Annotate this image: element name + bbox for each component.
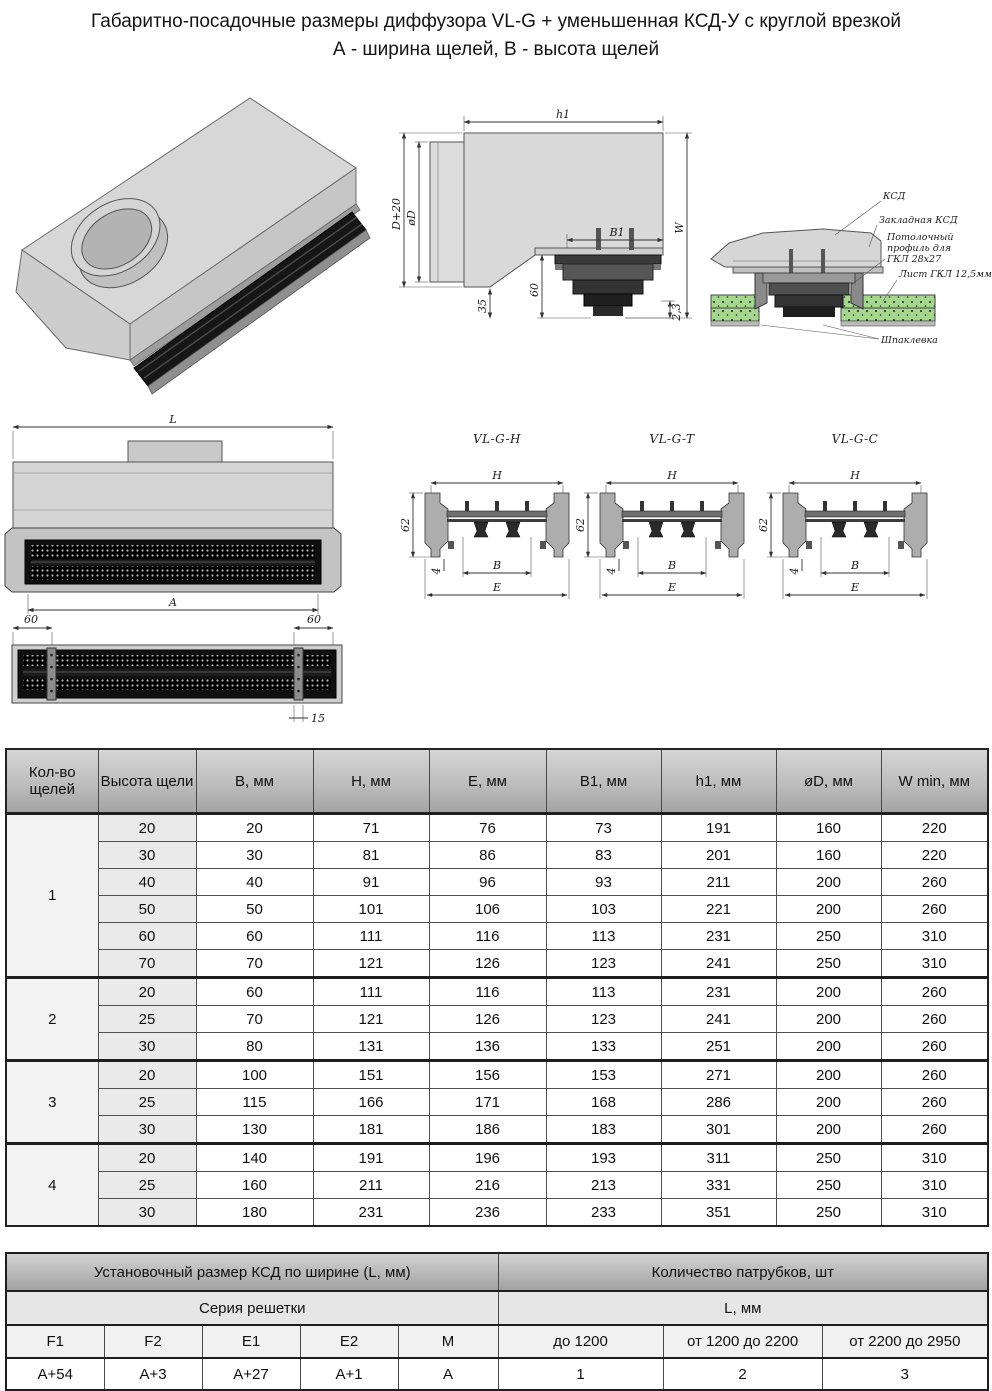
group-slots-cell: 2	[6, 978, 98, 1061]
cell: 140	[196, 1144, 313, 1172]
table-row	[6, 1089, 988, 1116]
cell: 93	[546, 869, 661, 896]
cell: 250	[776, 1199, 881, 1227]
cell: 231	[661, 978, 776, 1006]
cell: 121	[313, 1006, 429, 1033]
cell: 260	[881, 1061, 988, 1089]
col-header-b1: B1, мм	[546, 749, 661, 814]
cell: 60	[196, 978, 313, 1006]
cell: 20	[98, 814, 196, 842]
cell: 231	[661, 923, 776, 950]
cell: 160	[196, 1172, 313, 1199]
cell: 30	[98, 1033, 196, 1061]
cell: 216	[429, 1172, 546, 1199]
cell: 250	[776, 950, 881, 978]
install-flange	[733, 267, 883, 273]
install-subheader-right: L, мм	[498, 1291, 988, 1325]
table-row	[6, 923, 988, 950]
cell: 160	[776, 842, 881, 869]
dim-h: H	[492, 469, 502, 482]
cell: 50	[98, 896, 196, 923]
group-slots-cell: 4	[6, 1144, 98, 1227]
group-slots-cell: 3	[6, 1061, 98, 1144]
section-label: VL-G-C	[831, 432, 879, 446]
cell: 200	[776, 896, 881, 923]
cell: 70	[196, 950, 313, 978]
cell: 200	[776, 869, 881, 896]
cell: 260	[881, 1089, 988, 1116]
cell: 286	[661, 1089, 776, 1116]
range-col: от 2200 до 2950	[822, 1325, 988, 1358]
section-vl-g-t	[574, 432, 744, 599]
dim-15: 15	[311, 712, 325, 725]
section-label: VL-G-H	[472, 432, 522, 446]
front-body	[13, 462, 333, 528]
cell: 20	[98, 978, 196, 1006]
front-and-bottom-view	[5, 413, 355, 740]
cell: 191	[313, 1144, 429, 1172]
dimensions-table	[5, 748, 989, 1227]
cell: 260	[881, 896, 988, 923]
cell: 60	[196, 923, 313, 950]
dim-4: 4	[788, 567, 801, 575]
series-val: A+1	[300, 1358, 398, 1390]
cell: 351	[661, 1199, 776, 1227]
cell: 260	[881, 1033, 988, 1061]
cell: 181	[313, 1116, 429, 1144]
install-table-subheader-row	[6, 1291, 988, 1325]
cell: 126	[429, 1006, 546, 1033]
cell: 311	[661, 1144, 776, 1172]
cell: 211	[313, 1172, 429, 1199]
cell: 233	[546, 1199, 661, 1227]
callout-putty: Шпаклевка	[881, 335, 938, 346]
callout-sheet: Лист ГКЛ 12,5мм	[899, 269, 992, 280]
cell: 76	[429, 814, 546, 842]
cell: 111	[313, 923, 429, 950]
cell: 30	[98, 842, 196, 869]
page-title-line2: А - ширина щелей, В - высота щелей	[332, 38, 660, 60]
table-row	[6, 1061, 988, 1089]
cell: 260	[881, 1116, 988, 1144]
dim-4: 4	[605, 567, 618, 575]
dim-dia-d: øD	[405, 210, 418, 226]
cell: 310	[881, 950, 988, 978]
cell: 213	[546, 1172, 661, 1199]
dim-62: 62	[399, 518, 412, 532]
cell: 136	[429, 1033, 546, 1061]
col-header-h: H, мм	[313, 749, 429, 814]
cell: 130	[196, 1116, 313, 1144]
cell: 193	[546, 1144, 661, 1172]
group-slots-cell: 1	[6, 814, 98, 978]
cell: 73	[546, 814, 661, 842]
cell: 103	[546, 896, 661, 923]
table-row	[6, 1172, 988, 1199]
cell: 168	[546, 1089, 661, 1116]
cell: 30	[98, 1199, 196, 1227]
side-view	[390, 88, 715, 352]
cell: 71	[313, 814, 429, 842]
cell: 196	[429, 1144, 546, 1172]
group-2	[6, 978, 988, 1061]
cell: 113	[546, 978, 661, 1006]
cell: 60	[98, 923, 196, 950]
cell: 20	[98, 1061, 196, 1089]
table-row	[6, 978, 988, 1006]
cell: 111	[313, 978, 429, 1006]
cell: 126	[429, 950, 546, 978]
install-section-view	[703, 173, 992, 382]
dim-l: L	[169, 413, 177, 426]
table-row	[6, 1006, 988, 1033]
dim-35: 35	[476, 299, 489, 313]
cell: 310	[881, 1172, 988, 1199]
install-header-left: Установочный размер КСД по ширине (L, мм)	[6, 1253, 498, 1291]
group-4	[6, 1144, 988, 1227]
cell: 96	[429, 869, 546, 896]
dim-e: E	[850, 581, 860, 594]
dimensions-table-header	[6, 749, 988, 814]
table-row	[6, 842, 988, 869]
cell: 200	[776, 1006, 881, 1033]
dim-h: H	[850, 469, 860, 482]
cell: 310	[881, 923, 988, 950]
cell: 40	[196, 869, 313, 896]
col-header-w-min: W min, мм	[881, 749, 988, 814]
cell: 160	[776, 814, 881, 842]
cell: 106	[429, 896, 546, 923]
cell: 123	[546, 1006, 661, 1033]
iso-view	[8, 62, 388, 410]
cell: 115	[196, 1089, 313, 1116]
cell: 310	[881, 1199, 988, 1227]
cell: 260	[881, 869, 988, 896]
dim-62: 62	[757, 518, 770, 532]
col-header-e: E, мм	[429, 749, 546, 814]
section-vl-g-h	[399, 432, 569, 599]
cell: 221	[661, 896, 776, 923]
section-label: VL-G-T	[649, 432, 695, 446]
dim-h: H	[667, 469, 677, 482]
dim-h1: h1	[555, 108, 571, 121]
table-row	[6, 950, 988, 978]
cell: 180	[196, 1199, 313, 1227]
dim-b: B	[850, 559, 860, 572]
series-col: F2	[104, 1325, 202, 1358]
callout-mount: Закладная КСД	[879, 215, 958, 226]
cell: 20	[98, 1144, 196, 1172]
dim-60: 60	[528, 283, 541, 297]
cell: 83	[546, 842, 661, 869]
dim-b: B	[667, 559, 677, 572]
cell: 211	[661, 869, 776, 896]
table-row	[6, 869, 988, 896]
dim-w: W	[673, 222, 686, 234]
series-val: A+27	[202, 1358, 300, 1390]
group-1	[6, 814, 988, 978]
callout-profile-line1: Потолочный	[887, 232, 954, 243]
front-collar	[128, 441, 222, 462]
dim-a: A	[169, 596, 177, 609]
cell: 251	[661, 1033, 776, 1061]
cell: 30	[196, 842, 313, 869]
cell: 116	[429, 923, 546, 950]
cell: 201	[661, 842, 776, 869]
cell: 186	[429, 1116, 546, 1144]
install-table-values-row	[6, 1358, 988, 1390]
callout-profile-line2: профиль для	[887, 243, 952, 254]
dim-b: B	[492, 559, 502, 572]
cell: 241	[661, 950, 776, 978]
group-3	[6, 1061, 988, 1144]
cell: 25	[98, 1089, 196, 1116]
install-header-right: Количество патрубков, шт	[498, 1253, 988, 1291]
install-table	[5, 1252, 989, 1391]
cell: 200	[776, 1089, 881, 1116]
cell: 220	[881, 842, 988, 869]
cell: 113	[546, 923, 661, 950]
table-row	[6, 1033, 988, 1061]
cell: 131	[313, 1033, 429, 1061]
cell: 250	[776, 1172, 881, 1199]
cell: 250	[776, 923, 881, 950]
cell: 250	[776, 1144, 881, 1172]
cell: 260	[881, 1006, 988, 1033]
cell: 91	[313, 869, 429, 896]
table-row	[6, 814, 988, 842]
cell: 133	[546, 1033, 661, 1061]
cell: 25	[98, 1172, 196, 1199]
cell: 123	[546, 950, 661, 978]
install-table-columns-row	[6, 1325, 988, 1358]
cell: 220	[881, 814, 988, 842]
range-col: от 1200 до 2200	[663, 1325, 822, 1358]
cell: 86	[429, 842, 546, 869]
cell: 116	[429, 978, 546, 1006]
series-val: A+54	[6, 1358, 104, 1390]
cell: 81	[313, 842, 429, 869]
cell: 260	[881, 978, 988, 1006]
cell: 200	[776, 1116, 881, 1144]
cell: 121	[313, 950, 429, 978]
series-col: E1	[202, 1325, 300, 1358]
cell: 30	[98, 1116, 196, 1144]
count-val: 1	[498, 1358, 663, 1390]
series-col: F1	[6, 1325, 104, 1358]
cell: 25	[98, 1006, 196, 1033]
cell: 153	[546, 1061, 661, 1089]
series-val: A	[398, 1358, 498, 1390]
cell: 200	[776, 1033, 881, 1061]
page-title-line1: Габаритно-посадочные размеры диффузора VL-G + уменьшенная КСД-У с круглой врезкой	[91, 11, 901, 32]
table-row	[6, 1144, 988, 1172]
install-subheader-left: Серия решетки	[6, 1291, 498, 1325]
cell: 231	[313, 1199, 429, 1227]
dim-d-plus-20: D+20	[390, 197, 403, 231]
side-collar	[430, 142, 464, 282]
cell: 166	[313, 1089, 429, 1116]
col-header-h1: h1, мм	[661, 749, 776, 814]
cell: 183	[546, 1116, 661, 1144]
dim-62: 62	[574, 518, 587, 532]
dim-4: 4	[430, 567, 443, 575]
cell: 156	[429, 1061, 546, 1089]
dim-e: E	[492, 581, 502, 594]
callout-ksd: КСД	[883, 191, 906, 202]
col-header-slots: Кол-во щелей	[6, 749, 98, 814]
count-val: 3	[822, 1358, 988, 1390]
callout-profile-line3: ГКЛ 28х27	[887, 254, 942, 265]
dim-b1: B1	[609, 226, 625, 239]
range-col: до 1200	[498, 1325, 663, 1358]
cell: 40	[98, 869, 196, 896]
dim-e: E	[667, 581, 677, 594]
col-header-slot-height: Высота щели	[98, 749, 196, 814]
count-val: 2	[663, 1358, 822, 1390]
table-row	[6, 1199, 988, 1227]
cell: 241	[661, 1006, 776, 1033]
cell: 271	[661, 1061, 776, 1089]
cell: 151	[313, 1061, 429, 1089]
cell: 200	[776, 1061, 881, 1089]
cell: 20	[196, 814, 313, 842]
cell: 331	[661, 1172, 776, 1199]
series-val: A+3	[104, 1358, 202, 1390]
series-col: E2	[300, 1325, 398, 1358]
dim-2-3: 2,3	[670, 303, 683, 321]
page-title	[0, 8, 992, 63]
table-row	[6, 896, 988, 923]
cell: 70	[98, 950, 196, 978]
cell: 310	[881, 1144, 988, 1172]
cell: 171	[429, 1089, 546, 1116]
profile-sections-view	[399, 423, 992, 615]
cell: 80	[196, 1033, 313, 1061]
cell: 301	[661, 1116, 776, 1144]
cell: 236	[429, 1199, 546, 1227]
dim-60-left: 60	[24, 613, 38, 626]
install-table-header-row	[6, 1253, 988, 1291]
cell: 191	[661, 814, 776, 842]
cell: 50	[196, 896, 313, 923]
dim-60-right: 60	[307, 613, 321, 626]
section-vl-g-c	[757, 432, 927, 599]
series-col: M	[398, 1325, 498, 1358]
col-header-b: B, мм	[196, 749, 313, 814]
cell: 100	[196, 1061, 313, 1089]
col-header-dia-d: øD, мм	[776, 749, 881, 814]
cell: 101	[313, 896, 429, 923]
cell: 200	[776, 978, 881, 1006]
table-row	[6, 1116, 988, 1144]
cell: 70	[196, 1006, 313, 1033]
